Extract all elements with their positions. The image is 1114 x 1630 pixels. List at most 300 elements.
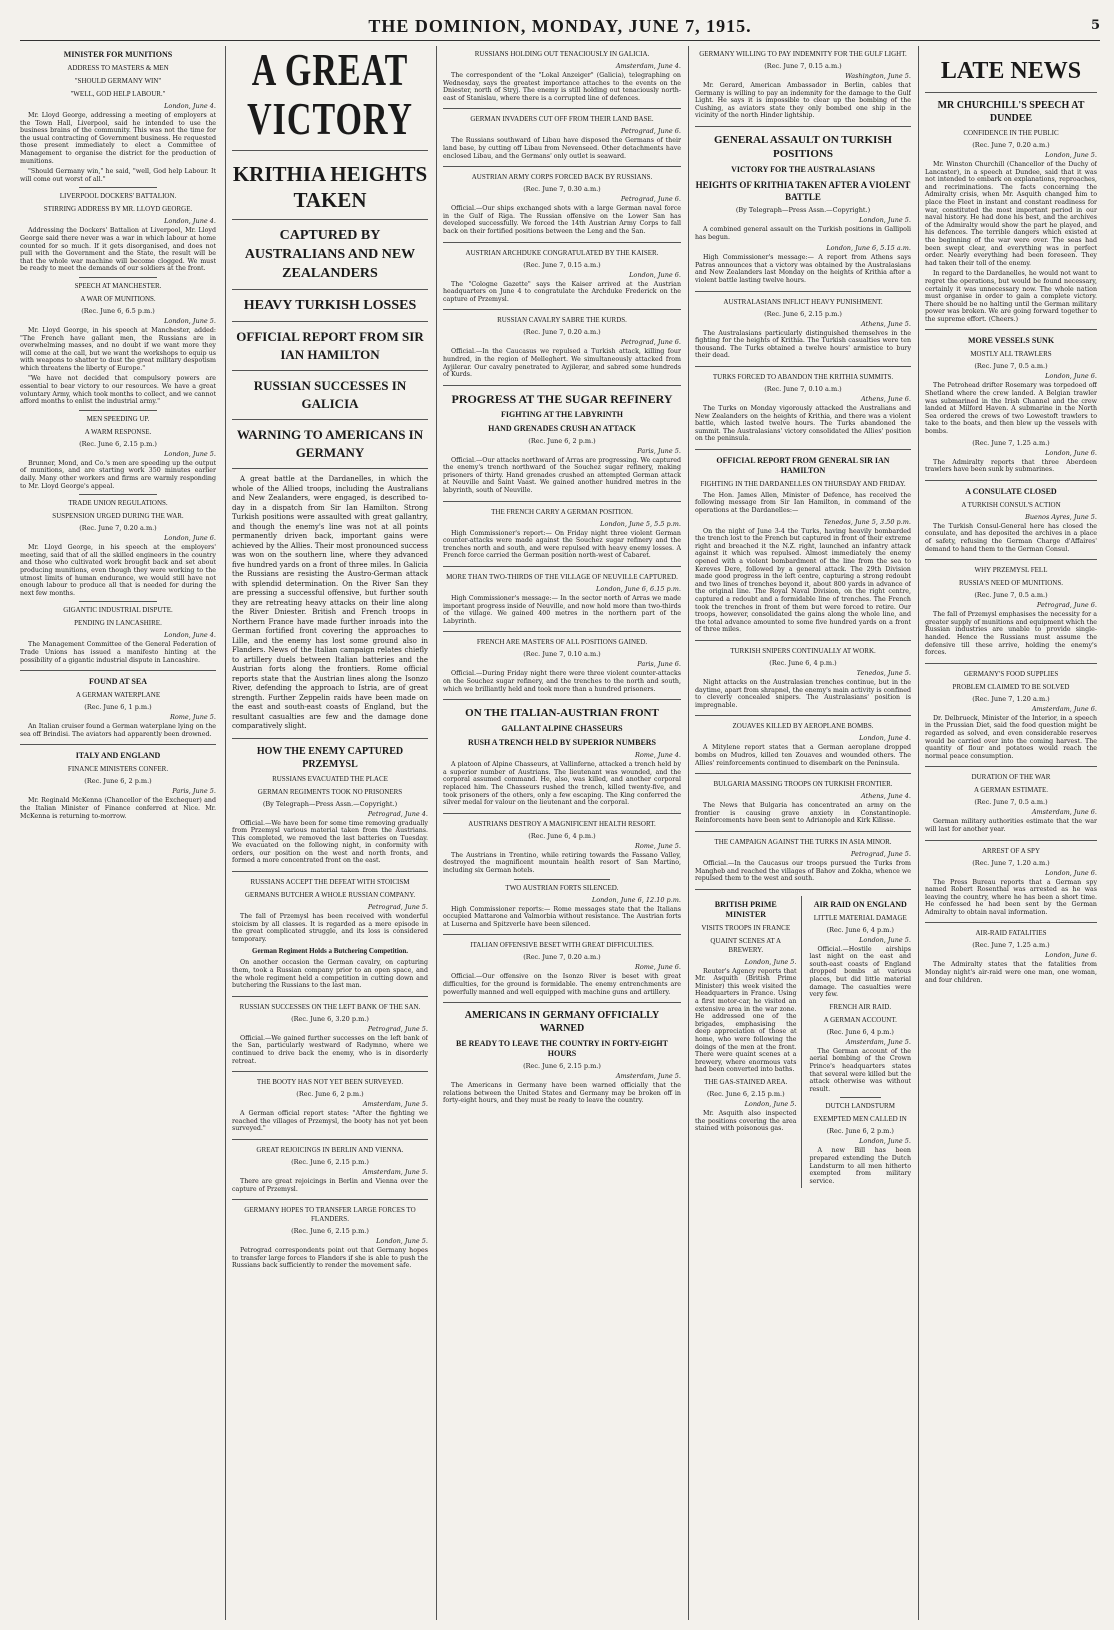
divider: [443, 813, 681, 814]
dateline: Petrograd, June 6.: [620, 195, 681, 204]
dateline: London, June 6.: [1045, 448, 1097, 457]
divider: [695, 889, 911, 890]
subheadline: SUSPENSION URGED DURING THE WAR.: [52, 512, 184, 521]
article-paragraph: High Commissioner reports:— Rome messages state that the Italians occupied Mattarone and Valmorbia without resistance. The Austrian forts at Luserna and Spitzverle have been silenced.: [443, 905, 681, 928]
dateline: Amsterdam, June 5.: [615, 1072, 681, 1081]
divider: [232, 1199, 428, 1200]
dateline: Petrograd, June 4.: [367, 809, 428, 818]
received-line: (Rec. June 6, 4 p.m.): [528, 831, 596, 840]
headline: GERMANY HOPES TO TRANSFER LARGE FORCES TO FLANDERS.: [244, 1206, 416, 1224]
divider: [925, 329, 1097, 330]
article-paragraph: The Petrohead drifter Rosemary was torpedoed off Shetland where the crew landed. A Belgian trawler was submarined in the Irish Channel and the crew landed at Milford Haven. A submarine in the North Sea ordered the crews of two Lowestoft trawlers to take to the boats, and then blew up the vessels with bombs.: [925, 382, 1097, 436]
divider: [232, 370, 428, 371]
divider: [695, 715, 911, 716]
divider: [443, 631, 681, 632]
dateline: London, June 5.: [1045, 151, 1097, 159]
divider: [925, 840, 1097, 841]
article-paragraph: The Admiralty reports that three Aberdeen trawlers have been sunk by submarines.: [925, 458, 1097, 474]
headline: ARREST OF A SPY: [981, 846, 1041, 855]
dateline: London, June 4.: [859, 734, 911, 743]
headline: AUSTRIAN ARMY CORPS FORCED BACK BY RUSSIANS.: [471, 173, 653, 182]
received-line: (Rec. June 7, 0.15 a.m.): [764, 62, 842, 70]
dateline: London, June 6.: [1045, 951, 1097, 960]
article-paragraph: The Austrians in Trentino, while retiring towards the Fassano Valley, destroyed the magnificent mountain health resort of San Martino, including six German hotels.: [443, 851, 681, 874]
dateline: Petrograd, June 6.: [1036, 601, 1097, 610]
received-line: (Rec. June 6, 3.20 p.m.): [291, 1014, 369, 1023]
received-line: (Rec. June 7, 0.10 a.m.): [764, 384, 842, 393]
divider: [443, 166, 681, 167]
divider: [695, 640, 911, 641]
dateline: Petrograd, June 6.: [620, 338, 681, 347]
dateline: Amsterdam, June 5.: [362, 1100, 428, 1109]
article-paragraph: The fall of Przemysl emphasises the necessity for a greater supply of munitions and equipment which the Russian industries are unable to provide single-handed. Hence the Russians must assume the defensive till these arrive, holding the enemy's forces.: [925, 611, 1097, 657]
subheadline: FRENCH AIR RAID.: [829, 1002, 892, 1011]
divider: [443, 699, 681, 700]
headline: OFFICIAL REPORT FROM GENERAL SIR IAN HAMILTON: [716, 455, 890, 475]
received-line: (Rec. June 7, 0.30 a.m.): [523, 185, 601, 194]
received-line: (Rec. June 7, 1.20 a.m.): [972, 858, 1050, 867]
subheadline: MOSTLY ALL TRAWLERS: [970, 350, 1052, 359]
divider: [232, 150, 428, 151]
page-number: 5: [1090, 18, 1100, 33]
bottom-subcolumns: [695, 896, 911, 1189]
dateline: Amsterdam, June 6.: [1031, 704, 1097, 713]
article-paragraph: A Mitylene report states that a German aeroplane dropped bombs on Mudros, killed ten Zouaves and wounded others. The Allies' reinforcements continued to disembark on the Peninsula.: [695, 744, 911, 767]
divider: [232, 468, 428, 469]
subheadline: STIRRING ADDRESS BY MR. LLOYD GEORGE.: [43, 205, 193, 214]
dateline: London, June 6.: [1045, 372, 1097, 381]
subheadline: RUSSIAN SUCCESSES IN GALICIA: [253, 378, 407, 411]
received-line: (Rec. June 6, 4 p.m.): [826, 925, 894, 934]
column-rule: [436, 46, 437, 1620]
article-paragraph: A German official report states: "After the fighting we reached the villages of Przemysl, the booty has not yet been surveyed.": [232, 1110, 428, 1133]
dateline: Petrograd, June 5.: [367, 1024, 428, 1033]
divider: [443, 242, 681, 243]
dateline: London, June 5.: [164, 449, 216, 458]
article-paragraph: The Turkish Consul-General here has closed the consulate, and has deposited the archives in a place of safety, refusing the German Charge d'Affaires' demand to hand them to the German Consul.: [925, 522, 1097, 553]
article-paragraph: The Admiralty states that the fatalities from Monday night's air-raid were one man, one woman, and four children.: [925, 961, 1097, 984]
subheadline: PROBLEM CLAIMED TO BE SOLVED: [952, 682, 1070, 691]
article-paragraph: High Commissioner's report:— On Friday night three violent German counter-attacks were made against the Souchez sugar refinery and the trenches north and south, and were repulsed with heavy enemy losses. A French force carried the German position north-west of Cabaret.: [443, 529, 681, 560]
article-paragraph: The fall of Przemysl has been received with wonderful stoicism by all classes. It is regarded as a mere episode in the great complicated struggle, and its loss is considered temporary.: [232, 913, 428, 943]
headline: GERMANY'S FOOD SUPPLIES: [963, 669, 1059, 678]
subheadline: LITTLE MATERIAL DAMAGE: [813, 913, 907, 922]
article-paragraph: An Italian cruiser found a German waterplane lying on the sea off Brindisi. The aviators had apparently been drowned.: [20, 723, 216, 738]
dateline: Rome, June 4.: [634, 751, 681, 760]
divider: [232, 1071, 428, 1072]
headline: ITALY AND ENGLAND: [75, 751, 161, 761]
divider: [443, 309, 681, 310]
subheadline: HEIGHTS OF KRITHIA TAKEN AFTER A VIOLENT BATTLE: [695, 179, 911, 202]
headline: BRITISH PRIME MINISTER: [714, 899, 777, 919]
headline: DURATION OF THE WAR: [971, 773, 1051, 782]
headline: MR CHURCHILL'S SPEECH AT DUNDEE: [937, 100, 1085, 124]
dateline: London, June 5.: [376, 1237, 428, 1246]
headline: GENERAL ASSAULT ON TURKISH POSITIONS: [713, 133, 892, 160]
dateline: Amsterdam, June 5.: [362, 1167, 428, 1176]
late-news-headline: LATE NEWS: [940, 58, 1082, 84]
dateline: Petrograd, June 5.: [367, 903, 428, 912]
divider: [232, 871, 428, 872]
column-3: [443, 46, 681, 1620]
article-paragraph: Night attacks on the Australasian trenches continue, but in the daytime, apart from shrapnel, the enemy's main activity is confined to cleverly concealed snipers. The Australasians' position is impregnable.: [695, 678, 911, 709]
headline: AMERICANS IN GERMANY OFFICIALLY WARNED: [464, 1010, 660, 1035]
divider: [695, 126, 911, 127]
headline: ON THE ITALIAN-AUSTRIAN FRONT: [465, 707, 659, 720]
divider: [232, 419, 428, 420]
dateline: London, June 6, 12.10 p.m.: [591, 895, 681, 904]
headline: AUSTRIAN ARCHDUKE CONGRATULATED BY THE KAISER.: [465, 248, 659, 257]
received-line: (Rec. June 6, 1 p.m.): [84, 703, 152, 712]
column-1: [20, 46, 216, 1620]
headline: AIR RAID ON ENGLAND: [813, 899, 907, 909]
dateline: London, June 6.: [1045, 868, 1097, 877]
divider: [232, 1139, 428, 1140]
divider: [79, 187, 157, 188]
dateline: Amsterdam, June 5.: [845, 1037, 911, 1046]
dateline: London, June 5.: [859, 215, 911, 224]
dateline: London, June 5.: [859, 1137, 911, 1146]
dateline: Paris, June 5.: [637, 446, 681, 455]
headline: TWO AUSTRIAN FORTS SILENCED.: [505, 883, 619, 892]
article-paragraph: Mr. Lloyd George, addressing a meeting of employers at the Town Hall, Liverpool, said he intended to use the business brains of the community. This was not the time for the usual contracting of Government business. He requested those present immediately to elect a Committee of Management to organise the district for the production of munitions.: [20, 112, 216, 165]
main-headline: A GREAT VICTORY: [247, 46, 413, 145]
article-paragraph: Official.—Our ships exchanged shots with a large German naval force in the Gulf of Riga. The Russian offensive on the Lower San has developed successfully. We forced the 14th Austrian Army Corps to fall back on their fortified positions between the Leng and the San.: [443, 205, 681, 235]
article-paragraph: A new Bill has been prepared extending the Dutch Landsturm to all men hitherto exempted from military service.: [809, 1147, 911, 1185]
received-line: (Rec. June 7, 0.5 a.m.): [974, 591, 1048, 600]
subheadline: CAPTURED BY AUSTRALIANS AND NEW ZEALANDERS: [244, 228, 416, 281]
subheadline: PENDING IN LANCASHIRE.: [74, 619, 162, 628]
column-2: [232, 46, 428, 1620]
divider: [925, 922, 1097, 923]
headline: AUSTRIANS DESTROY A MAGNIFICENT HEALTH RESORT.: [468, 819, 656, 828]
subheadline: VISITS TROOPS IN FRANCE: [701, 923, 791, 932]
received-line: (Rec. June 6, 2.15 p.m.): [291, 1227, 369, 1236]
subheadline: RUSH A TRENCH HELD BY SUPERIOR NUMBERS: [467, 738, 657, 748]
article-paragraph: The German account of the aerial bombing of the Crown Prince's headquarters states that several were killed but the attack otherwise was without result.: [809, 1047, 911, 1093]
subheadline: ADDRESS TO MASTERS & MEN: [67, 64, 169, 72]
article-paragraph: Mr. Reginald McKenna (Chancellor of the Exchequer) and the Italian Minister of Finance conferred at Nice. Mr. McKenna is returning to-morrow.: [20, 797, 216, 820]
subheadline: "SHOULD GERMANY WIN": [74, 77, 162, 85]
column-5: [925, 46, 1097, 1620]
headline: HOW THE ENEMY CAPTURED PRZEMYSL: [256, 745, 404, 770]
article-paragraph: The Management Committee of the General Federation of Trade Unions has issued a manifesto hinting at the possibility of a gigantic industrial dispute in Lancashire.: [20, 641, 216, 664]
dateline: London, June 5.: [744, 957, 797, 966]
dateline: Paris, June 6.: [637, 660, 681, 669]
article-paragraph: High Commissioner's message:— In the sector north of Arras we made important progress inside of Neuville, and now hold more than two-thirds of the village. We gained 400 metres in the northern part of the Labyrinth.: [443, 595, 681, 625]
divider: [443, 385, 681, 386]
article-paragraph: Addressing the Dockers' Battalion at Liverpool, Mr. Lloyd George said there never was a war in which labour at home counted for so much. If it gets disorganised, and does not pull with the Government and the State, the result will be that the whole war machine will become clogged. We must be ready to meet the demands of our soldiers at the front.: [20, 227, 216, 273]
subheadline: GERMANS BUTCHER A WHOLE RUSSIAN COMPANY.: [244, 891, 416, 900]
divider: [232, 219, 428, 220]
article-paragraph: On the night of June 3-4 the Turks, having heavily bombarded the trench lost to the French but captured in front of their extreme right and breached it the N.Z. right, launched an infantry attack against it which was repulsed. Almost immediately the enemy opened with a violent bombardment of the line from the sea to Kereves Dere, followed by a general attack. The 29th Division made good progress in the left centre, capturing a strong redoubt and two lines of trenches beyond it, about 800 yards in advance of the original line. The Royal Naval Division, on the right centre, captured a redoubt and a formidable line of trenches. The French took the trenches in front of them but were forced to retire. Our troops, however, consolidated the gains along the whole line, and the total advance amounted to some five hundred yards on a front of three miles.: [695, 527, 911, 634]
divider: [232, 738, 428, 739]
dateline: Athens, June 5.: [861, 319, 911, 328]
dateline: Rome, June 5.: [169, 713, 216, 722]
subheadline: GERMAN REGIMENTS TOOK NO PRISONERS: [257, 787, 403, 796]
prime-minister-article: [695, 896, 802, 1189]
headline: ZOUAVES KILLED BY AEROPLANE BOMBS.: [732, 722, 874, 731]
article-paragraph: Dr. Delbrueck, Minister of the Interior, in a speech in the Prussian Diet, said the food question might be regarded as solved, and even considerable reserves would be carried over into the coming harvest. The quantity of flour and potatoes would reach the normal peace consumption.: [925, 714, 1097, 760]
subheadline: RUSSIANS EVACUATED THE PLACE: [272, 774, 388, 783]
subheadline: A GERMAN ESTIMATE.: [973, 786, 1049, 795]
article-paragraph: Official.—During Friday night there were three violent counter-attacks on the Souchez sugar refinery, and the trenches to the north and south, which we brilliantly held and took more than a hundred prisoners.: [443, 670, 681, 693]
article-paragraph: Official.—We gained further successes on the left bank of the San, particularly westward of Radymno, where we continued to drive back the enemy, who is in disorderly retreat.: [232, 1034, 428, 1065]
headline: LIVERPOOL DOCKERS' BATTALION.: [59, 192, 177, 201]
article-paragraph: Mr. Winston Churchill (Chancellor of the Duchy of Lancaster), in a speech at Dundee, said that it was not intended to embark on explanations, reproaches, and recriminations. The facts concerning the Admiralty crisis, when Mr. Asquith changed him to place the Fleet in instant and constant readiness for war, constituted the most important period in our naval history. He had done his best, and the archives of the Admiralty would show the part he played, and his defences. The terrible dangers which existed at the beginning of the war were over. The seas had been swept clear, and everything was in perfect order. Nearly everything had been foreseen. They had taken their toll of the enemy.: [925, 161, 1097, 267]
article-paragraph: Petrograd correspondents point out that Germany hopes to transfer large forces to Flanders if she is able to push the Russians back sufficiently to render the movement safe.: [232, 1247, 428, 1270]
received-line: (Rec. June 6, 2.15 p.m.): [79, 439, 157, 448]
article-paragraph: The Russians southward of Libau have disposed the Germans of their land base, by cutting off Libau from Nevenseed. Other detachments have enclosed Libau, and the Germans' only outlet is seaward.: [443, 137, 681, 160]
article-paragraph: A platoon of Alpine Chasseurs, at Vallinferne, attacked a trench held by a superior number of Austrians. The lieutenant was wounded, and the corporal assumed command. He, also, was killed, and another corporal replaced him. The Chasseurs rushed the trench, killed twenty-five, and took prisoners of the others, only a few escaping. The King conferred the silver medal for valour on the lieutenant and the corporal.: [443, 761, 681, 807]
column-4: [695, 46, 911, 1620]
headline: THE BOOTY HAS NOT YET BEEN SURVEYED.: [256, 1078, 404, 1087]
dateline: Washington, June 5.: [845, 72, 911, 80]
article-paragraph: Mr. Asquith also inspected the positions covering the area stained with poisonous gas.: [695, 1110, 797, 1133]
article-paragraph: "Should Germany win," he said, "well, God help Labour. It will come out worst of all.": [20, 168, 216, 183]
divider: [20, 670, 216, 671]
article-paragraph: A combined general assault on the Turkish positions in Gallipoli has begun.: [695, 225, 911, 241]
article-paragraph: Official.—Hostile airships last night on the east and south-east coasts of England dropped bombs at various places, but did little material damage. The casualties were very few.: [809, 945, 911, 999]
article-paragraph: The Hon. James Allen, Minister of Defence, has received the following message from Sir Ian Hamilton, in command of the operations at the Dardanelles:—: [695, 491, 911, 515]
article-paragraph: The Australasians particularly distinguished themselves in the fighting for the heights of Krithia. The Turkish casualties were ten thousand. The Turks obtained a twelve hours' armistice to bury their dead.: [695, 329, 911, 360]
subheadline: CONFIDENCE IN THE PUBLIC: [963, 129, 1059, 137]
subheadline: VICTORY FOR THE AUSTRALASIANS: [731, 164, 875, 174]
article-paragraph: Brunner, Mond, and Co.'s men are speeding up the output of munitions, and are starting work 350 minutes earlier daily. Many other workers and firms are warmly responding to Mr. Lloyd George's appeal.: [20, 459, 216, 490]
divider: [925, 92, 1097, 93]
received-line: (Rec. June 7, 0.20 a.m.): [79, 524, 157, 533]
divider: [925, 559, 1097, 560]
subheadline: BE READY TO LEAVE THE COUNTRY IN FORTY-EIGHT HOURS: [455, 1039, 668, 1059]
headline: THE FRENCH CARRY A GERMAN POSITION.: [491, 507, 633, 516]
received-line: (Rec. June 6, 2 p.m.): [84, 777, 152, 786]
dateline: London, June 6.: [164, 534, 216, 543]
headline: RUSSIANS ACCEPT THE DEFEAT WITH STOICISM: [250, 878, 410, 887]
article-paragraph: Official.—Our attacks northward of Arras are progressing. We captured the enemy's trench northward of the Souchez sugar refinery, making prisoners of thirty. Hand grenades crushed an attempted German attack at Neuville and Saint Vaast. We gained another hundred metres in the labyrinth, south of Neuville.: [443, 456, 681, 495]
headline: ITALIAN OFFENSIVE BESET WITH GREAT DIFFICULTIES.: [470, 941, 654, 950]
subheadline: WARNING TO AMERICANS IN GERMANY: [236, 427, 424, 460]
dateline: London, June 4.: [164, 102, 216, 110]
dateline: Rome, June 5.: [634, 841, 681, 850]
received-line: (Rec. June 7, 1.20 a.m.): [972, 694, 1050, 703]
divider: [443, 501, 681, 502]
article-paragraph: "We have not decided that compulsory powers are essential to bear victory to our resources. We have a great voluntary Army, which took months to collect, and we cannot afford months to enlist the industrial army.": [20, 375, 216, 406]
article-paragraph: The Americans in Germany have been warned officially that the relations between the United States and Germany may be broken off in forty-eight hours, and they must be ready to leave the country.: [443, 1082, 681, 1105]
summary-paragraph: A great battle at the Dardanelles, in which the whole of the Allied troops, including the Australians and New Zealanders, were engaged, is described to-day in a dispatch from Sir Ian Hamilton. Strong Turkish positions were assaulted with great gallantry, and though the enemy's line was not at all points permanently driven back, important gains were achieved by the Allies. Their most pronounced success was won on the southern line, where they advanced five hundred yards on a front of three miles. In Galicia the Russians are resisting the Austro-German attack with splendid determination. On the River San they are pressing a successful offensive, but further south they are retreating heavy attacks on their line along the River Dniester. British and French troops in Northern France have made further inroads into the German fortified front covering the approaches to Lille, and the enemy has lost some ground also in Flanders. News of the Italian campaign relates chiefly to artillery duels between Italian batteries and the Austrian forts along the frontiers. Rome official reports state that the Austrian lines along the Isonzo River, defending the approach to Istria, are of great strength. Further Zeppelin raids have been made on the east and south-east coasts of England, but the resultant casualties are few and the damage done comparatively slight.: [232, 475, 428, 730]
headline: MEN SPEEDING UP.: [86, 414, 150, 423]
column-rule: [225, 46, 226, 1620]
subheadline: THE GAS-STAINED AREA.: [704, 1078, 788, 1086]
article-paragraph: Reuter's Agency reports that Mr. Asquith (British Prime Minister) this week visited the Headquarters in France. Using a first motor-car, he visited an extensive area in the war zone. He addressed one of the brigades, emphasising the deep appreciation of those at home, who were following the doings of the men at the front. There were quaint scenes at a brewery, where enormous vats had been converted into baths.: [695, 967, 797, 1074]
subheadline: FIGHTING IN THE DARDANELLES ON THURSDAY AND FRIDAY.: [700, 479, 906, 488]
divider: [695, 366, 911, 367]
dateline: London, June 5.: [164, 316, 216, 325]
dateline: Buenos Ayres, June 5.: [1025, 512, 1097, 521]
masthead: [20, 14, 1100, 41]
article-paragraph: German military authorities estimate that the war will last for another year.: [925, 818, 1097, 833]
divider: [443, 1002, 681, 1003]
headline: RUSSIAN SUCCESSES ON THE LEFT BANK OF THE SAN.: [239, 1002, 421, 1011]
article-paragraph: There are great rejoicings in Berlin and Vienna over the capture of Przemysl.: [232, 1177, 428, 1193]
headline: WHY PRZEMYSL FELL: [974, 566, 1048, 575]
subheadline: A WAR OF MUNITIONS.: [80, 294, 156, 303]
headline: MORE THAN TWO-THIRDS OF THE VILLAGE OF NEUVILLE CAPTURED.: [446, 573, 678, 582]
headline: A CONSULATE CLOSED: [965, 486, 1057, 496]
divider: [840, 1097, 881, 1098]
headline: GERMAN INVADERS CUT OFF FROM THEIR LAND BASE.: [470, 115, 654, 124]
divider: [232, 289, 428, 290]
received-line: (Rec. June 6, 2 p.m.): [826, 1127, 894, 1136]
received-line: (Rec. June 6, 4 p.m.): [826, 1027, 894, 1036]
divider: [79, 601, 157, 602]
divider: [695, 831, 911, 832]
headline: GIGANTIC INDUSTRIAL DISPUTE.: [63, 606, 173, 615]
received-line: (Rec. June 6, 2 p.m.): [528, 436, 596, 445]
article-paragraph: The News that Bulgaria has concentrated an army on the frontier is causing grave anxiety in Constantinople. Reinforcements have been sent to Adrianople and Kirk Kilisse.: [695, 802, 911, 825]
received-line: (Rec. June 6, 2.15 p.m.): [764, 309, 842, 318]
received-line: (Rec. June 7, 0.20 a.m.): [972, 141, 1050, 149]
headline: FOUND AT SEA: [89, 677, 147, 687]
subheadline: GALLANT ALPINE CHASSEURS: [501, 724, 623, 734]
article-paragraph: The Turks on Monday vigorously attacked the Australians and New Zealanders on the heights of Krithia, and there was a violent battle, which lasted twelve hours. The Turks abandoned the summit. The Australasians' victory consolidated the Allies' position on the peninsula.: [695, 404, 911, 443]
received-line: (Rec. June 6, 4 p.m.): [769, 658, 837, 667]
received-line: (Rec. June 7, 1.25 a.m.): [972, 438, 1050, 447]
subheadline: A GERMAN WATERPLANE: [75, 691, 161, 700]
dateline: Athens, June 6.: [861, 394, 911, 403]
dateline: London, June 6, 6.15 p.m.: [596, 585, 681, 594]
article-paragraph: Mr. Gerard, American Ambassador in Berlin, cables that Germany is willing to pay an indemnity for the damage to the Gulf Light. He says it is impossible to clear up the bombing of the Cushing, as aviators state they only bombed one ship in the vicinity of the north Hinder lightship.: [695, 82, 911, 120]
divider: [925, 480, 1097, 481]
received-line: (Rec. June 7, 0.20 a.m.): [523, 953, 601, 962]
headline: AIR-RAID FATALITIES: [975, 929, 1047, 938]
headline: DUTCH LANDSTURM: [825, 1102, 895, 1111]
headline: RUSSIANS HOLDING OUT TENACIOUSLY IN GALICIA.: [474, 50, 650, 58]
divider: [20, 744, 216, 745]
subheadline: HAND GRENADES CRUSH AN ATTACK: [488, 423, 636, 433]
article-paragraph: Official.—Our offensive on the Isonzo River is beset with great difficulties, for the ground is formidable. The enemy entrenchments are powerfully manned and well equipped with machine guns and artillery.: [443, 973, 681, 996]
headline: FRENCH ARE MASTERS OF ALL POSITIONS GAINED.: [476, 638, 648, 647]
article-paragraph: Mr. Lloyd George, in his speech at Manchester, added: "The French have gallant men, the Russians are in overwhelming masses, and no doubt if we want more they will come at the call, but we want the workshops to equip us with weapons to shatter to dust the great military despotism which threatens the liberty of Europe.": [20, 326, 216, 372]
received-line: (Rec. June 7, 1.25 a.m.): [972, 941, 1050, 950]
headline: TURKS FORCED TO ABANDON THE KRITHIA SUMMITS.: [712, 372, 894, 381]
dateline: London, June 5.: [744, 1100, 797, 1108]
dateline: Tenedos, June 5, 3.50 p.m.: [823, 517, 911, 526]
article-paragraph: Mr. Lloyd George, in his speech at the employers' meeting, said that of all the skilled engineers in the country and those who cultivated work brought back and set about producing munitions, even though they were working to the utmost limits of human endurance, we would still have not enough labour to produce all that is needed for during the next few months.: [20, 544, 216, 597]
divider: [695, 449, 911, 450]
divider: [443, 566, 681, 567]
divider: [79, 494, 157, 495]
divider: [925, 663, 1097, 664]
dateline: Amsterdam, June 6.: [1031, 808, 1097, 817]
divider: [514, 879, 609, 880]
received-line: (Rec. June 6, 2.15 p.m.): [523, 1062, 601, 1071]
dateline: London, June 5, 5.5 p.m.: [600, 519, 681, 528]
dateline: London, June 6, 5.15 a.m.: [826, 244, 911, 253]
dateline: London, June 6.: [629, 270, 681, 279]
subheadline: QUAINT SCENES AT A BREWERY.: [710, 936, 782, 954]
headline: BULGARIA MASSING TROOPS ON TURKISH FRONTIER.: [713, 780, 893, 789]
article-paragraph: Official.—We have been for some time removing gradually from Przemysl various material taken from the Austrians. This completed, we removed the last batteries on Tuesday. We evacuated on the following night, in conformity with orders, our position on the west and north fronts, and formed a more concentrated front on the east.: [232, 819, 428, 865]
dateline: London, June 5.: [859, 935, 911, 944]
subheadline: A WARM RESPONSE.: [84, 427, 152, 436]
main-headline: KRITHIA HEIGHTS TAKEN: [232, 162, 428, 212]
received-line: (Rec. June 7, 0.20 a.m.): [523, 328, 601, 337]
subheadline: RUSSIA'S NEED OF MUNITIONS.: [959, 579, 1063, 588]
dateline: London, June 4.: [164, 217, 216, 226]
paper-title: THE DOMINION, MONDAY, JUNE 7, 1915.: [368, 16, 752, 36]
article-paragraph: High Commissioner's message:— A report from Athens says Patras announces that a victory was obtained by the Australasians and New Zealanders last Monday on the heights of Krithia after a violent battle lasting twelve hours.: [695, 254, 911, 284]
headline: MORE VESSELS SUNK: [967, 336, 1055, 346]
dateline: Tenedos, June 5.: [856, 668, 911, 677]
dateline: Petrograd, June 6.: [620, 127, 681, 136]
credit-line: (By Telegraph—Press Assn.—Copyright.): [735, 205, 871, 214]
subheadline: OFFICIAL REPORT FROM SIR IAN HAMILTON: [236, 329, 424, 362]
received-line: (Rec. June 6, 6.5 p.m.): [81, 306, 155, 315]
received-line: (Rec. June 7, 0.10 a.m.): [523, 650, 601, 659]
article-paragraph: The correspondent of the "Lokal Anzeiger" (Galicia), telegraphing on Wednesday, says the greatest importance attaches to the events on the Dniester, north of Stryj. The enemy is still holding out tenaciously north-east of Stanislau, where there is a corrupted line of defences.: [443, 72, 681, 102]
subheadline: EXEMPTED MEN CALLED IN: [813, 1115, 907, 1124]
article-paragraph: In regard to the Dardanelles, he would not want to regret the operations, but would be found necessary, certainly it was unnecessary now. The whole nation must organise in order to gain a complete victory. There should be no halting until the German military power was broken. We are going forward together to the supreme effort. (Cheers.): [925, 270, 1097, 323]
credit-line: (By Telegraph—Press Assn.—Copyright.): [262, 799, 398, 808]
received-line: (Rec. June 6, 2 p.m.): [296, 1090, 364, 1099]
air-raid-article: [810, 896, 912, 1189]
column-rule: [918, 46, 919, 1620]
divider: [443, 108, 681, 109]
article-paragraph: The Press Bureau reports that a German spy named Robert Rosenthal was arrested as he was leaving the country, where he has been a short time. He confessed he had been sent by the German Admiralty to obtain naval information.: [925, 878, 1097, 916]
subheadline: A GERMAN ACCOUNT.: [823, 1015, 897, 1024]
divider: [79, 410, 157, 411]
headline: PROGRESS AT THE SUGAR REFINERY: [451, 391, 673, 406]
subheadline: FINANCE MINISTERS CONFER.: [67, 765, 169, 774]
divider: [443, 934, 681, 935]
dateline: Rome, June 6.: [634, 963, 681, 972]
headline: GREAT REJOICINGS IN BERLIN AND VIENNA.: [256, 1145, 404, 1154]
headline: GERMANY WILLING TO PAY INDEMNITY FOR THE GULF LIGHT.: [699, 50, 907, 58]
received-line: (Rec. June 6, 2.15 p.m.): [706, 1090, 785, 1098]
article-paragraph: Official.—In the Caucasus our troops pursued the Turks from Mangheb and reached the villages of Bahov and Zokha, whence we repulsed them to the west and south.: [695, 859, 911, 883]
article-paragraph: Official.—In the Caucasus we repulsed a Turkish attack, killing four hundred, in the region of Melleghert. We simultaneously attacked from Ayjilerar. Our cavalry penetrated to Ayjilerar, and sabred some hundreds of Kurds.: [443, 348, 681, 379]
divider: [925, 766, 1097, 767]
subheadline: German Regiment Holds a Butchering Competition.: [252, 947, 408, 956]
subheadline: A TURKISH CONSUL'S ACTION: [961, 500, 1061, 509]
divider: [695, 773, 911, 774]
subheadline: "WELL, GOD HELP LABOUR.": [70, 90, 166, 98]
dateline: Paris, June 5.: [172, 787, 216, 796]
headline: RUSSIAN CAVALRY SABRE THE KURDS.: [497, 316, 627, 325]
received-line: (Rec. June 7, 0.15 a.m.): [523, 260, 601, 269]
subheadline: FIGHTING AT THE LABYRINTH: [500, 409, 624, 419]
headline: SPEECH AT MANCHESTER.: [74, 281, 162, 290]
article-paragraph: On another occasion the German cavalry, on capturing them, took a Russian company prior to an open space, and the whole regiment held a competition in cutting down and butchering the Russians to the last man.: [232, 959, 428, 990]
headline: TRADE UNION REGULATIONS.: [68, 499, 168, 508]
divider: [232, 996, 428, 997]
dateline: Athens, June 4.: [861, 792, 911, 801]
headline: MINISTER FOR MUNITIONS: [63, 50, 173, 59]
dateline: Petrograd, June 5.: [850, 849, 911, 858]
column-rule: [688, 46, 689, 1620]
headline: AUSTRALASIANS INFLICT HEAVY PUNISHMENT.: [723, 297, 883, 306]
dateline: London, June 4.: [164, 631, 216, 640]
received-line: (Rec. June 7, 0.5 a.m.): [974, 798, 1048, 807]
received-line: (Rec. June 6, 2.15 p.m.): [291, 1157, 369, 1166]
divider: [79, 277, 157, 278]
divider: [695, 291, 911, 292]
received-line: (Rec. June 7, 0.5 a.m.): [974, 362, 1048, 371]
divider: [232, 321, 428, 322]
article-paragraph: The "Cologne Gazette" says the Kaiser arrived at the Austrian headquarters on June 4 to congratulate the Archduke Frederick on the capture of Przemysl.: [443, 280, 681, 303]
headline: TURKISH SNIPERS CONTINUALLY AT WORK.: [730, 646, 876, 655]
headline: THE CAMPAIGN AGAINST THE TURKS IN ASIA MINOR.: [714, 837, 892, 846]
